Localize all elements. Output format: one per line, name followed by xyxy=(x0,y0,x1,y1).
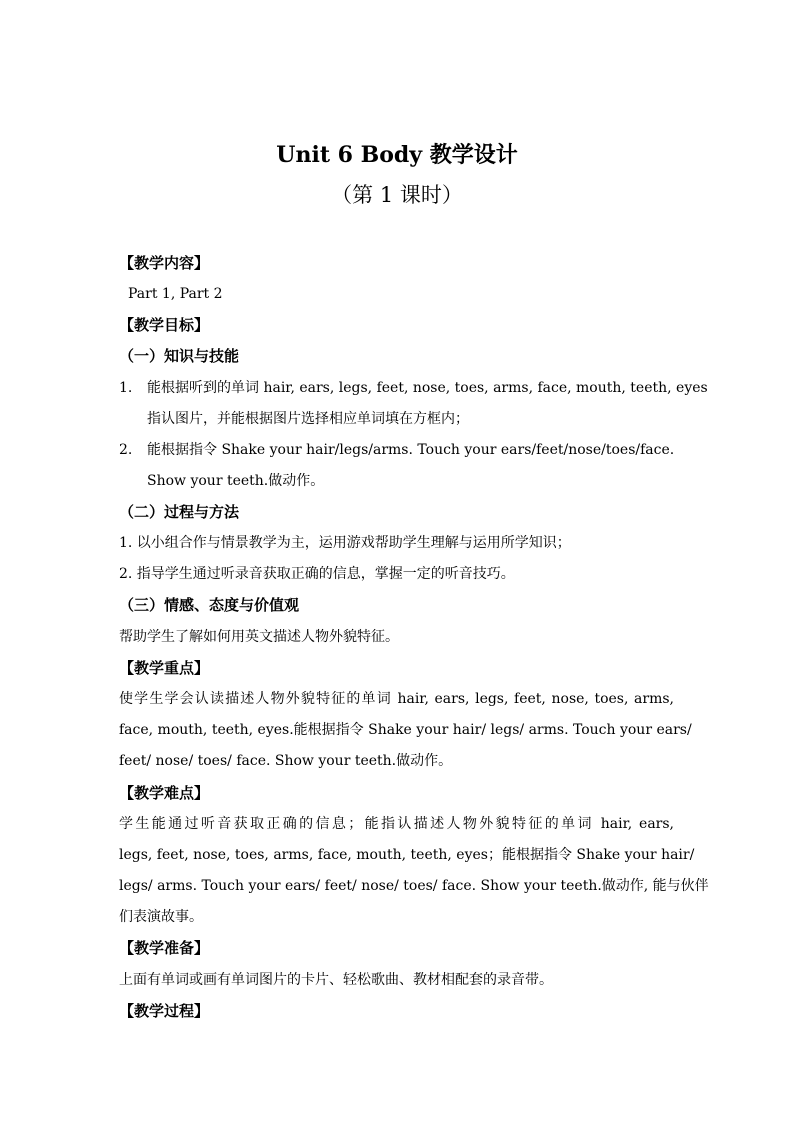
process-heading: 【教学过程】 xyxy=(119,1002,210,1020)
key-line2: face, mouth, teeth, eyes.能根据指令 Shake your hair/ legs/ arms. Touch your ears/ xyxy=(119,722,692,738)
prep-heading: 【教学准备】 xyxy=(119,939,210,957)
diff-line3: legs/ arms. Touch your ears/ feet/ nose/ toes/ face. Show your teeth.做动作, 能与伙伴 xyxy=(119,878,709,894)
content-heading: 【教学内容】 xyxy=(119,254,210,272)
section3-heading: （三）情感、态度与价值观 xyxy=(119,596,300,614)
item2-line2: Show your teeth.做动作。 xyxy=(147,473,325,489)
content-text: Part 1, Part 2 xyxy=(128,286,223,302)
section3-text: 帮助学生了解如何用英文描述人物外貌特征。 xyxy=(119,629,399,645)
section1-heading: （一）知识与技能 xyxy=(119,347,240,365)
prep-text: 上面有单词或画有单词图片的卡片、轻松歌曲、教材相配套的录音带。 xyxy=(119,972,553,988)
page-title: Unit 6 Body 教学设计 xyxy=(276,142,518,168)
diff-line2: legs, feet, nose, toes, arms, face, mouth, teeth, eyes；能根据指令 Shake your hair/ xyxy=(119,847,695,863)
objectives-heading: 【教学目标】 xyxy=(119,316,210,334)
page-subtitle: （第 1 课时） xyxy=(331,183,463,207)
key-heading: 【教学重点】 xyxy=(119,659,210,677)
diff-line1: 学生能通过听音获取正确的信息；能指认描述人物外貌特征的单词 hair, ears, xyxy=(119,816,674,832)
item1-line2: 指认图片，并能根据图片选择相应单词填在方框内； xyxy=(147,411,469,427)
item4: 2. 指导学生通过听录音获取正确的信息，掌握一定的听音技巧。 xyxy=(119,566,515,582)
item1-line1: 能根据听到的单词 hair, ears, legs, feet, nose, toes, arms, face, mouth, teeth, eyes xyxy=(147,380,708,396)
item2-line1: 能根据指令 Shake your hair/legs/arms. Touch your ears/feet/nose/toes/face. xyxy=(147,442,675,458)
item3: 1. 以小组合作与情景教学为主，运用游戏帮助学生理解与运用所学知识； xyxy=(119,535,571,551)
key-line1: 使学生学会认读描述人物外貌特征的单词 hair, ears, legs, feet, nose, toes, arms, xyxy=(119,691,674,707)
difficult-heading: 【教学难点】 xyxy=(119,784,210,802)
section2-heading: （二）过程与方法 xyxy=(119,503,240,521)
diff-line4: 们表演故事。 xyxy=(119,909,203,925)
item1-number: 1. xyxy=(119,380,133,396)
key-line3: feet/ nose/ toes/ face. Show your teeth.做动作。 xyxy=(119,753,453,769)
item2-number: 2. xyxy=(119,442,133,458)
